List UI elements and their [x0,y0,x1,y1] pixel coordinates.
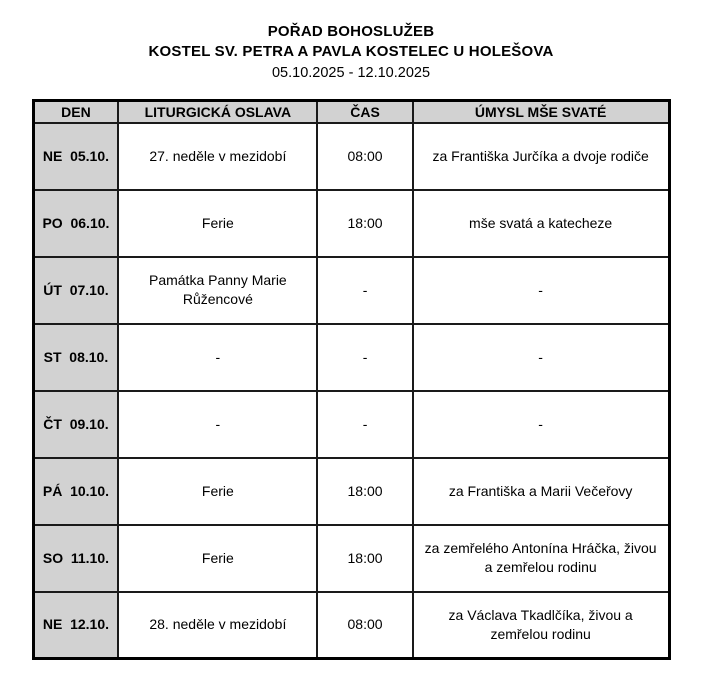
intention-cell: - [413,391,669,458]
celebration-cell: Památka Panny Marie Růžencové [118,257,317,324]
intention-cell: za Václava Tkadlčíka, živou a zemřelou rodinu [413,592,669,659]
day-cell: ČT 09.10. [33,391,118,458]
table-row [33,257,669,324]
table-row [33,123,669,190]
intention-cell: za Františka a Marii Večeřovy [413,458,669,525]
table-row [33,525,669,592]
time-cell: 18:00 [317,190,412,257]
table-row [33,592,669,659]
column-header-den: DEN [33,101,118,123]
column-header-liturgicka-oslava: LITURGICKÁ OSLAVA [118,101,317,123]
day-cell: PÁ 10.10. [33,458,118,525]
title-block [0,22,702,83]
time-cell: - [317,257,412,324]
celebration-cell: Ferie [118,525,317,592]
intention-cell: - [413,257,669,324]
schedule-table-body [33,123,669,659]
schedule-table-header [33,101,669,123]
day-cell: PO 06.10. [33,190,118,257]
table-row [33,391,669,458]
celebration-cell: - [118,391,317,458]
celebration-cell: - [118,324,317,391]
celebration-cell: 28. neděle v mezidobí [118,592,317,659]
schedule-table [32,99,671,660]
column-header-umysl-mse-svate: ÚMYSL MŠE SVATÉ [413,101,669,123]
document-subtitle: KOSTEL SV. PETRA A PAVLA KOSTELEC U HOLEŠOVA [148,43,554,60]
document-title: POŘAD BOHOSLUŽEB [267,23,435,40]
day-cell: ST 08.10. [33,324,118,391]
intention-cell: za zemřelého Antonína Hráčka, živou a zemřelou rodinu [413,525,669,592]
celebration-cell: Ferie [118,458,317,525]
table-row [33,458,669,525]
column-header-cas: ČAS [317,101,412,123]
day-cell: ÚT 07.10. [33,257,118,324]
time-cell: 18:00 [317,525,412,592]
intention-cell: - [413,324,669,391]
time-cell: 08:00 [317,123,412,190]
day-cell: SO 11.10. [33,525,118,592]
header-row [33,101,669,123]
day-cell: NE 05.10. [33,123,118,190]
table-row [33,324,669,391]
table-row [33,190,669,257]
date-range: 05.10.2025 - 12.10.2025 [271,65,431,81]
intention-cell: za Františka Jurčíka a dvoje rodiče [413,123,669,190]
celebration-cell: Ferie [118,190,317,257]
time-cell: - [317,391,412,458]
intention-cell: mše svatá a katecheze [413,190,669,257]
time-cell: 08:00 [317,592,412,659]
time-cell: 18:00 [317,458,412,525]
time-cell: - [317,324,412,391]
celebration-cell: 27. neděle v mezidobí [118,123,317,190]
day-cell: NE 12.10. [33,592,118,659]
